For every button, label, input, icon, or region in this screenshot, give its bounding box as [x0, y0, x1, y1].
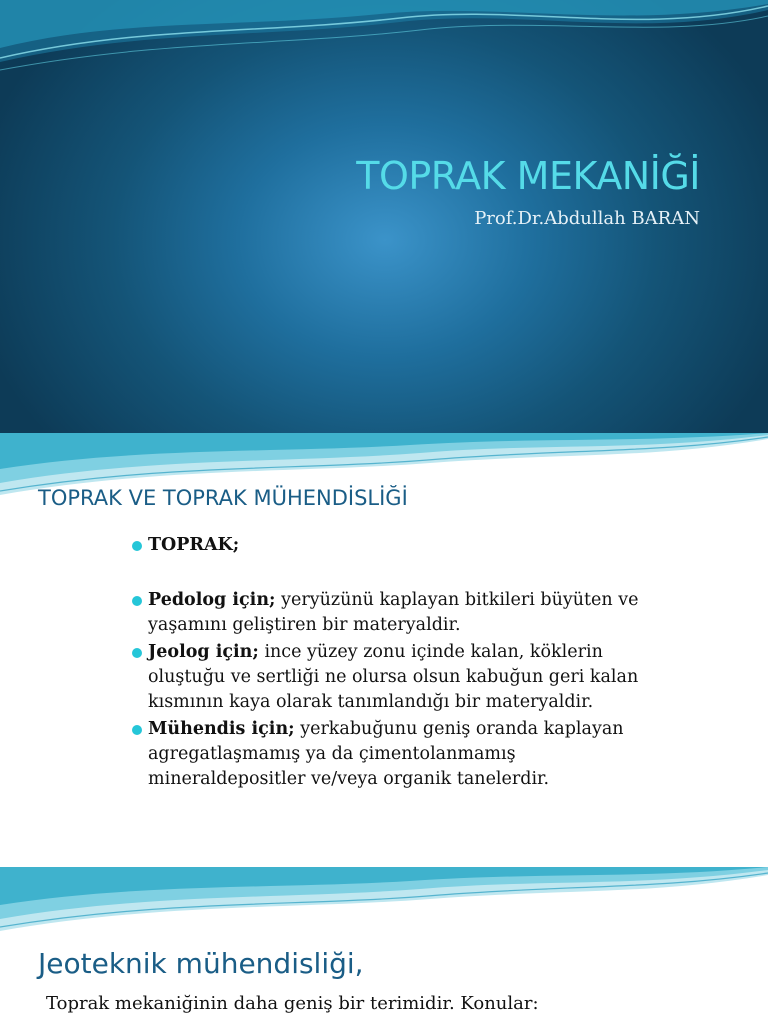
- slide1-wave-decoration: [0, 0, 768, 80]
- slide-body-text: Toprak mekaniğinin daha geniş bir terimidir. Konular:: [46, 993, 539, 1014]
- bullet-term: TOPRAK;: [148, 535, 240, 555]
- bullet-list: [130, 533, 650, 792]
- bullet-term: Mühendis için;: [148, 719, 295, 739]
- title-slide: [0, 0, 768, 433]
- presentation-author: Prof.Dr.Abdullah BARAN: [474, 208, 700, 229]
- bullet-dot-icon: [132, 596, 142, 606]
- bullet-term: Jeolog için;: [148, 642, 259, 662]
- bullet-item: [130, 640, 650, 715]
- presentation-title: TOPRAK MEKANİĞİ: [356, 154, 700, 198]
- content-slide-toprak: [0, 433, 768, 867]
- bullet-term: Pedolog için;: [148, 590, 276, 610]
- slide3-wave-decoration: [0, 867, 768, 937]
- slide-heading: TOPRAK VE TOPRAK MÜHENDİSLİĞİ: [38, 486, 408, 510]
- bullet-dot-icon: [132, 648, 142, 658]
- bullet-dot-icon: [132, 725, 142, 735]
- slide-heading: Jeoteknik mühendisliği,: [38, 947, 364, 980]
- bullet-item: [130, 533, 650, 558]
- bullet-item: [130, 717, 650, 792]
- bullet-item: [130, 588, 650, 638]
- bullet-text: yeryüzünü kaplayan bitkileri büyüten ve yaşamını geliştiren bir materyaldir.: [148, 590, 639, 635]
- content-slide-jeoteknik: [0, 867, 768, 1024]
- bullet-dot-icon: [132, 541, 142, 551]
- bullet-text: yerkabuğunu geniş oranda kaplayan agregatlaşmamış ya da çimentolanmamış mineraldepositler ve/veya organik tanelerdir.: [148, 719, 624, 789]
- bullet-text: ince yüzey zonu içinde kalan, köklerin oluştuğu ve sertliği ne olursa olsun kabuğun geri kalan kısmının kaya olarak tanımlandığı bir materyaldir.: [148, 642, 639, 712]
